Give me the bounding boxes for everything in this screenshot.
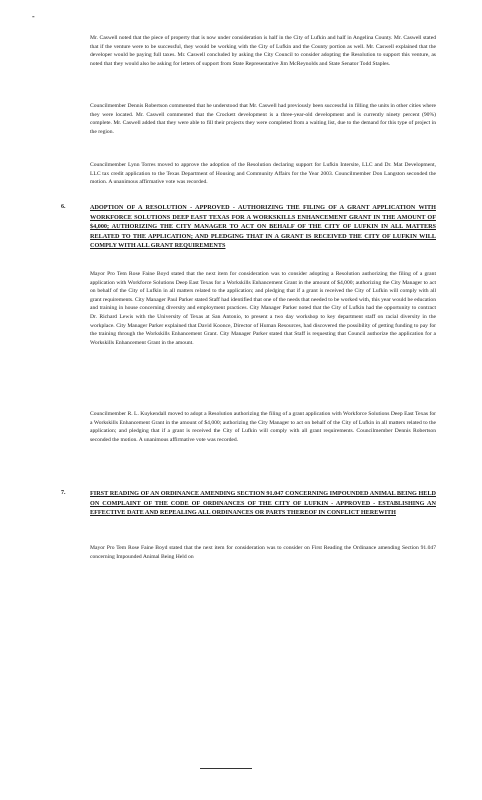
item-heading-6: ADOPTION OF A RESOLUTION - APPROVED - AUTHORIZING THE FILING OF A GRANT APPLICATION WITH WORKFORCE SOLUTIONS DEEP EAST TEXAS FOR A WORKSKILLS ENHANCEMENT GRANT IN THE AMOUNT OF $4,000; AUTHORIZING THE CITY MANAGER TO ACT ON BEHALF OF THE CITY OF LUFKIN IN ALL MATTERS RELATED TO THE APPLICATION; AND PLEDGING THAT IN A GRANT IS RECEIVED THE CITY OF LUFKIN WILL COMPLY WITH ALL GRANT REQUIREMENTS xyxy=(90,204,436,250)
paragraph-grant-discussion: Mayor Pro Tem Rose Faine Boyd stated that the next item for consideration was to consider adopting a Resolution authorizing the filing of a grant application with Workforce Solutions Deep East Texas for a Workskills Enhancement Grant in the amount of $4,000; authorizing the City Manager to act on behalf of the City of Lufkin in all matters related to the application; and pledging that if a grant is received the City of Lufkin will comply with all grant requirements. City Manager Paul Parker stated Staff had identified that one of the needs that needed to be worked with, this year would be education and training in house concerning diversity and employment practices. City Manager Parker noted that the City of Lufkin had the opportunity to contract Dr. Richard Lewis with the University of Texas at San Antonio, to present a two day workshop to key department staff on racial diversity in the workplace. City Manager Parker explained that David Koonce, Director of Human Resources, had discovered the possibility of getting funding to pay for the training through the Workskills Enhancement Grant. City Manager Parker stated that Staff is requesting that Council authorize the application for a Workskills Enhancement Grant in the amount. xyxy=(90,271,436,346)
item-number-6: 6. xyxy=(61,204,66,210)
paragraph-caswell-remarks: Mr. Caswell noted that the piece of property that is now under consideration is half in the City of Lufkin and half in Angelina County. Mr. Caswell stated that if the venture were to be successful, they would be working with the City of Lufkin and the County portion as well. Mr. Caswell explained that the developer would be paying full taxes. Mr. Caswell concluded by asking the City Council to consider adopting the Resolution to support this venture, as noted that they would also be asking for letters of support from State Representative Jim McReynolds and State Senator Todd Staples. xyxy=(90,35,436,67)
corner-mark: - xyxy=(32,12,35,21)
item-heading-7: FIRST READING OF AN ORDINANCE AMENDING SECTION 91.047 CONCERNING IMPOUNDED ANIMAL BEING HELD ON COMPLAINT OF THE CODE OF ORDINANCES OF THE CITY OF LUFKIN - APPROVED - ESTABLISHING AN EFFECTIVE DATE AND REPEALING ALL ORDINANCES OR PARTS THEREOF IN CONFLICT HEREWITH xyxy=(90,490,436,517)
paragraph-kuykendall-motion: Councilmember R. L. Kuykendall moved to adopt a Resolution authorizing the filing of a grant application with Workforce Solutions Deep East Texas for a Workskills Enhancement Grant in the amount of $4,000; authorizing the City Manager to act on behalf of the City of Lufkin in all matters related to the application; and pledging that if a grant is received the City of Lufkin will comply with all grant requirements. Councilmember Dennis Robertson seconded the motion. A unanimous affirmative vote was recorded. xyxy=(90,411,436,443)
footer-rule xyxy=(200,768,252,769)
paragraph-first-reading: Mayor Pro Tem Rose Faine Boyd stated that the next item for consideration was to consider on First Reading the Ordinance amending Section 91.047 concerning Impounded Animal Being Held on xyxy=(90,545,436,560)
paragraph-torres-motion: Councilmember Lynn Torres moved to approve the adoption of the Resolution declaring support for Lufkin Intersite, LLC and Dr. Mat Development, LLC tax credit application to the Texas Department of Housing and Community Affairs for the Year 2003. Councilmember Don Langston seconded the motion. A unanimous affirmative vote was recorded. xyxy=(90,162,436,186)
item-number-7: 7. xyxy=(61,490,66,496)
paragraph-robertson-comments: Councilmember Dennis Robertson commented that he understood that Mr. Caswell had previously been successful in filling the units in other cities where they were located. Mr. Caswell commented that the Crockett development is a three-year-old development and is currently ninety percent (90%) complete. Mr. Caswell added that they were able to fill their projects they were completed from a waiting list, due to the demand for this type of project in the region. xyxy=(90,103,436,135)
